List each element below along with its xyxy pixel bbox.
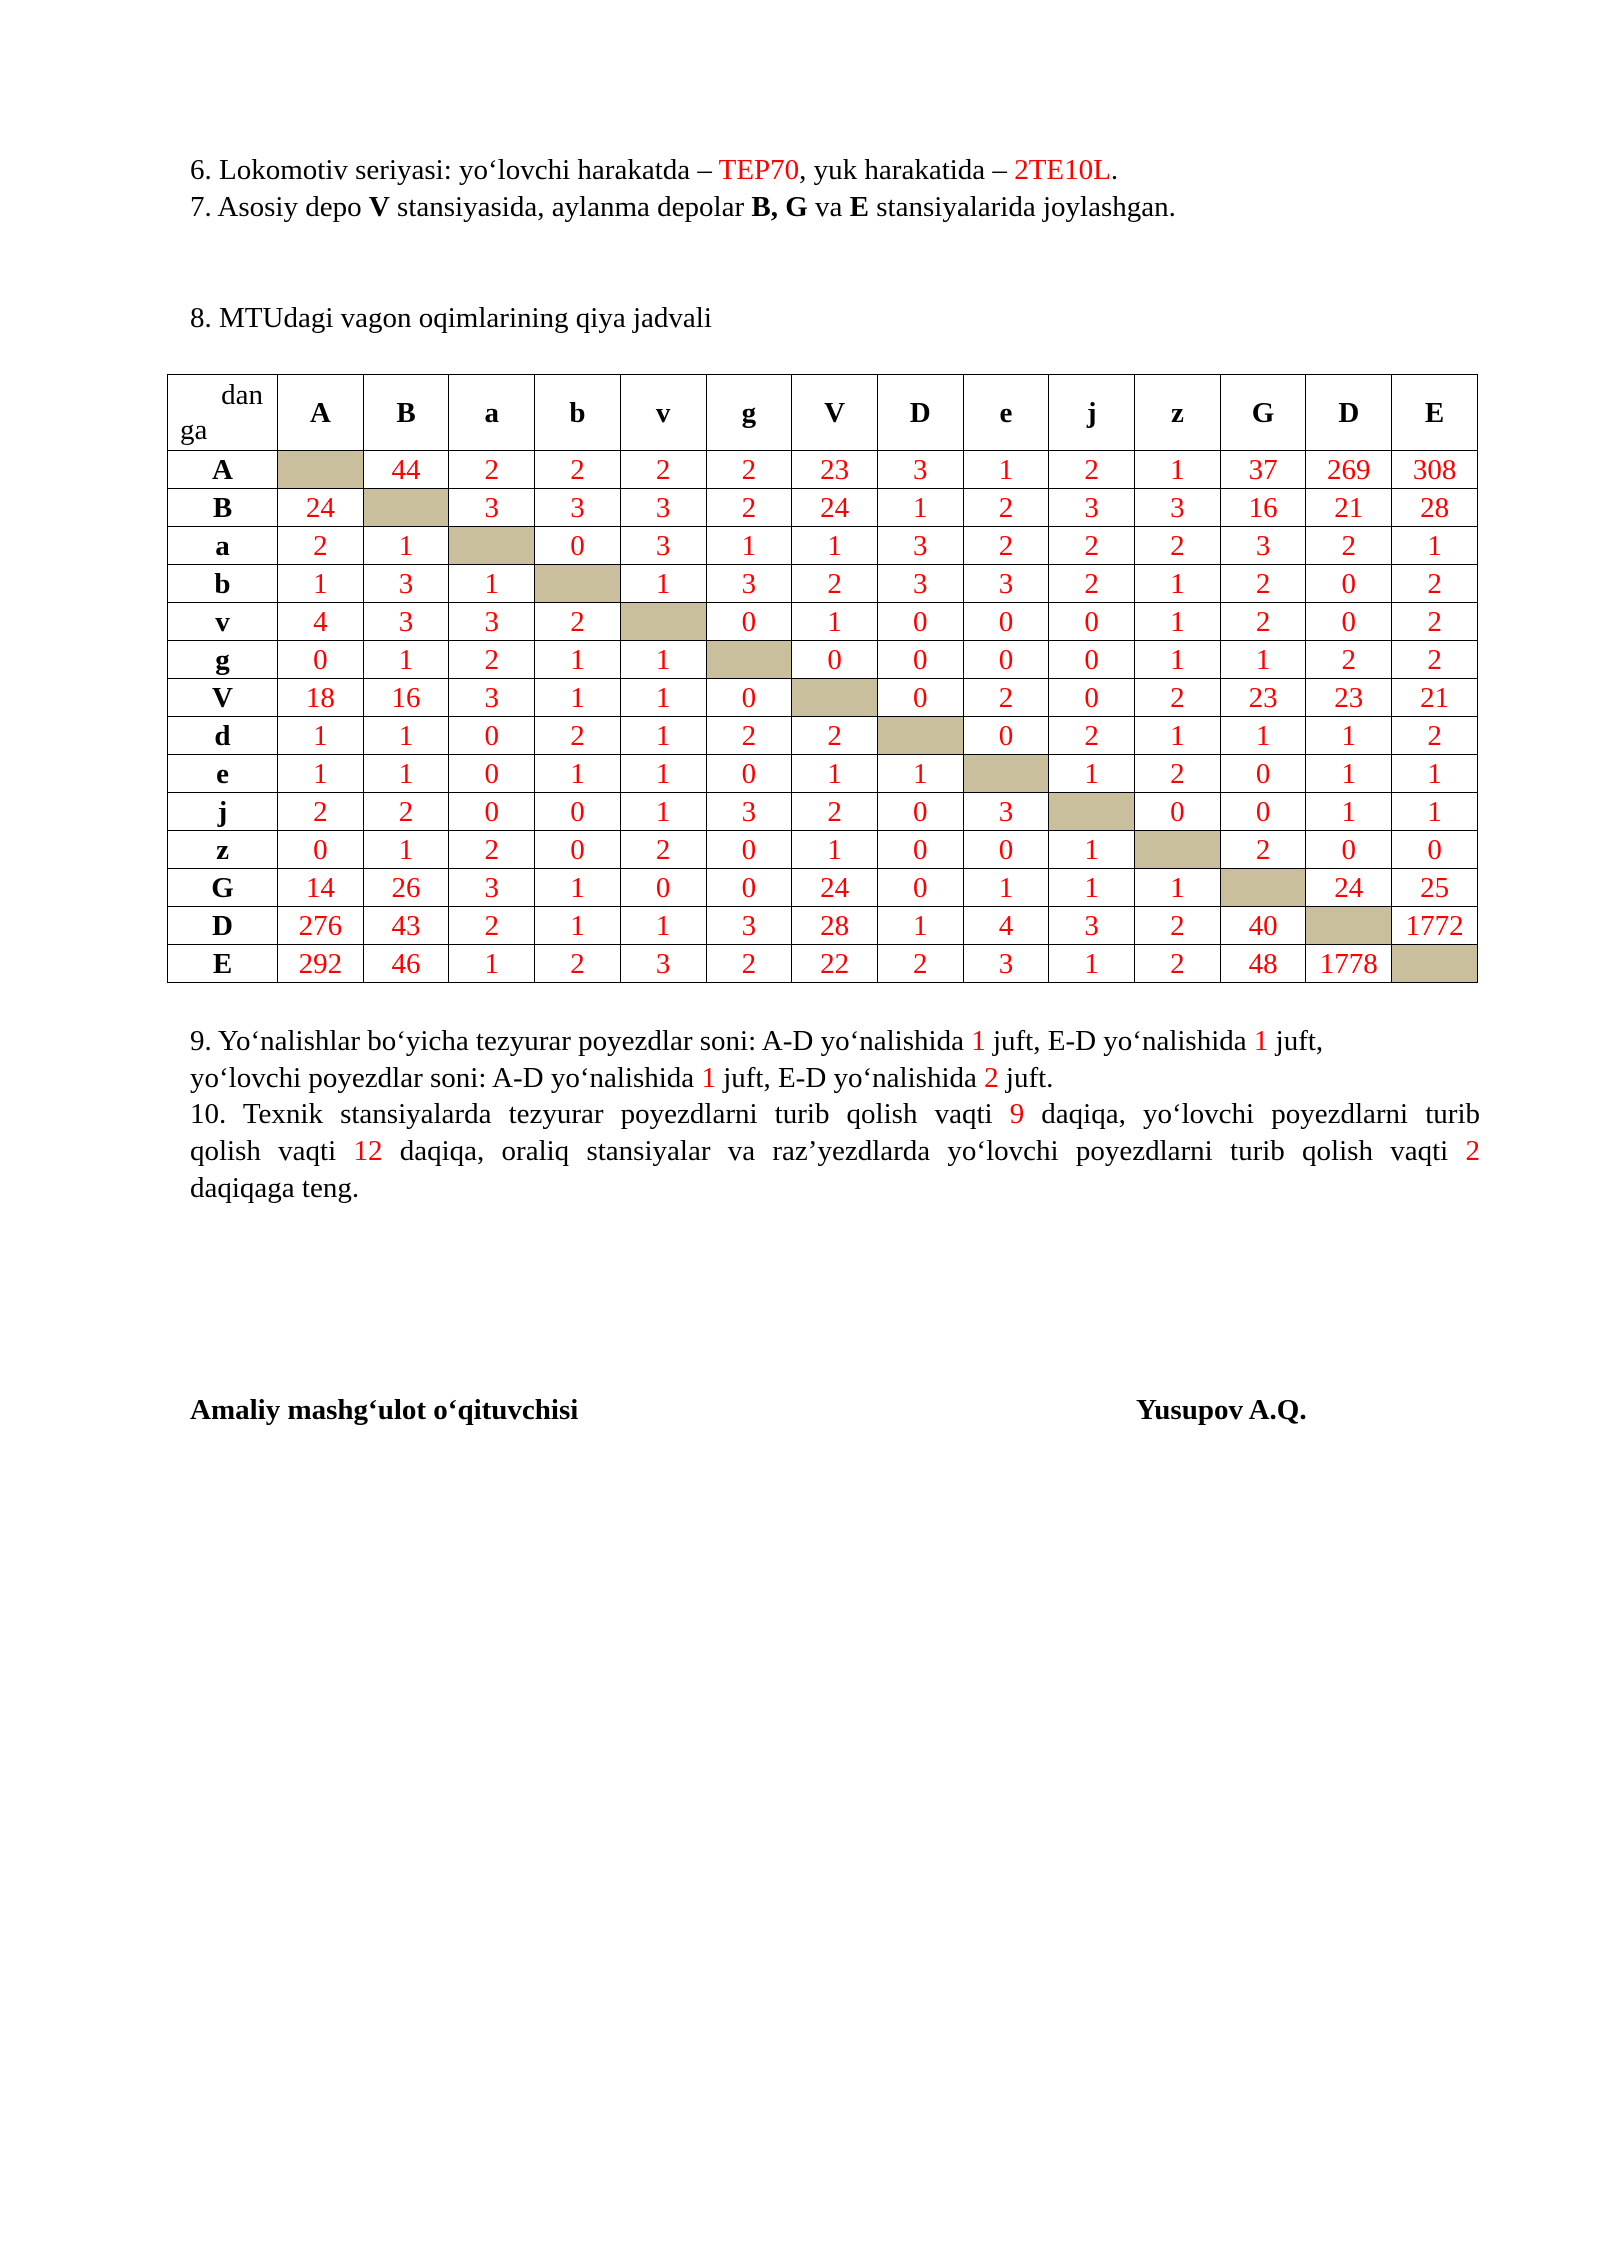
table-cell: 0 (1049, 603, 1135, 641)
p9-text-1: 9. Yo‘nalishlar bo‘yicha tezyurar poyezdlar soni: A-D yo‘nalishida (190, 1025, 972, 1057)
row-header: D (168, 907, 278, 945)
table-cell: 3 (963, 945, 1049, 983)
diagonal-cell (535, 565, 621, 603)
p7-text-1: 7. Asosiy depo (190, 191, 369, 223)
column-header: D (877, 375, 963, 451)
table-cell: 23 (1220, 679, 1306, 717)
table-cell: 0 (1049, 679, 1135, 717)
table-cell: 43 (363, 907, 449, 945)
table-cell: 1 (877, 755, 963, 793)
table-cell: 0 (620, 869, 706, 907)
row-header: e (168, 755, 278, 793)
column-header: B (363, 375, 449, 451)
table-row (168, 869, 1478, 907)
table-cell: 2 (1135, 755, 1221, 793)
table-cell: 1 (1135, 717, 1221, 755)
wagon-flow-table (167, 374, 1478, 983)
table-cell: 3 (363, 565, 449, 603)
table-cell: 23 (1306, 679, 1392, 717)
table-cell: 2 (1392, 565, 1478, 603)
table-cell: 3 (363, 603, 449, 641)
diagonal-cell (877, 717, 963, 755)
table-cell: 1 (792, 755, 878, 793)
table-cell: 0 (449, 717, 535, 755)
table-cell: 0 (877, 869, 963, 907)
table-cell: 2 (706, 451, 792, 489)
table-cell: 24 (1306, 869, 1392, 907)
table-row (168, 527, 1478, 565)
table-cell: 16 (363, 679, 449, 717)
table-cell: 0 (535, 831, 621, 869)
table-cell: 1 (449, 565, 535, 603)
table-cell: 2 (278, 527, 364, 565)
diagonal-cell (449, 527, 535, 565)
table-cell: 1 (278, 717, 364, 755)
table-cell: 3 (963, 793, 1049, 831)
table-cell: 0 (706, 755, 792, 793)
row-header: g (168, 641, 278, 679)
signature-role: Amaliy mashg‘ulot o‘qituvchisi (190, 1394, 579, 1426)
table-cell: 2 (706, 489, 792, 527)
table-cell: 0 (535, 527, 621, 565)
table-cell: 1 (363, 831, 449, 869)
table-cell: 1 (1135, 565, 1221, 603)
table-cell: 1 (1049, 831, 1135, 869)
table-cell: 0 (792, 641, 878, 679)
table-cell: 40 (1220, 907, 1306, 945)
table-cell: 2 (963, 489, 1049, 527)
table-cell: 0 (877, 831, 963, 869)
p7-text-4: stansiyalarida joylashgan. (869, 191, 1176, 223)
table-cell: 2 (963, 527, 1049, 565)
table-row (168, 603, 1478, 641)
column-header: j (1049, 375, 1135, 451)
table-cell: 2 (535, 603, 621, 641)
table-cell: 1 (620, 717, 706, 755)
table-cell: 3 (706, 907, 792, 945)
table-cell: 2 (1049, 717, 1135, 755)
column-header: z (1135, 375, 1221, 451)
table-cell: 0 (706, 679, 792, 717)
table-cell: 24 (792, 869, 878, 907)
table-cell: 2 (1135, 907, 1221, 945)
table-cell: 1 (620, 565, 706, 603)
table-cell: 1 (1135, 869, 1221, 907)
table-cell: 3 (877, 451, 963, 489)
table-cell: 1 (1220, 641, 1306, 679)
table-cell: 3 (620, 945, 706, 983)
table-cell: 1772 (1392, 907, 1478, 945)
row-header: d (168, 717, 278, 755)
table-cell: 2 (535, 945, 621, 983)
table-cell: 3 (535, 489, 621, 527)
table-cell: 1 (620, 755, 706, 793)
table-cell: 2 (449, 641, 535, 679)
table-cell: 1 (363, 717, 449, 755)
table-cell: 1 (620, 679, 706, 717)
row-header: G (168, 869, 278, 907)
table-cell: 1 (535, 869, 621, 907)
table-cell: 0 (1306, 565, 1392, 603)
table-cell: 0 (449, 755, 535, 793)
p10-text-4: daqiqa, oraliq stansiyalar va raz’yezdlarda yo‘lovchi poyezdlarni turib qolish vaqti (382, 1135, 1466, 1167)
table-cell: 2 (1306, 527, 1392, 565)
table-cell: 2 (449, 451, 535, 489)
row-header: E (168, 945, 278, 983)
table-row (168, 565, 1478, 603)
table-cell: 0 (963, 717, 1049, 755)
table-cell: 1 (706, 527, 792, 565)
table-cell: 308 (1392, 451, 1478, 489)
express-ad-pairs: 1 (971, 1025, 986, 1057)
column-header: g (706, 375, 792, 451)
table-cell: 2 (1220, 603, 1306, 641)
table-cell: 2 (535, 451, 621, 489)
passenger-locomotive: TEP70 (718, 154, 800, 186)
table-cell: 28 (792, 907, 878, 945)
table-cell: 1 (1392, 755, 1478, 793)
diagonal-cell (1306, 907, 1392, 945)
table-cell: 1 (963, 869, 1049, 907)
column-header: v (620, 375, 706, 451)
table-cell: 2 (1049, 527, 1135, 565)
table-cell: 3 (449, 603, 535, 641)
table-cell: 3 (449, 489, 535, 527)
table-cell: 1 (620, 907, 706, 945)
table-cell: 3 (1049, 907, 1135, 945)
table-cell: 269 (1306, 451, 1392, 489)
express-ed-pairs: 1 (1253, 1025, 1269, 1057)
p7-text-3: va (807, 191, 850, 223)
table-cell: 4 (963, 907, 1049, 945)
table-cell: 1 (1049, 945, 1135, 983)
table-cell: 3 (877, 565, 963, 603)
table-row (168, 489, 1478, 527)
table-cell: 2 (1135, 527, 1221, 565)
table-cell: 1 (963, 451, 1049, 489)
table-cell: 1 (792, 603, 878, 641)
p9-text-3: juft, (1268, 1025, 1324, 1057)
table-cell: 1 (363, 755, 449, 793)
table-cell: 2 (877, 945, 963, 983)
table-cell: 2 (1049, 565, 1135, 603)
table-cell: 1 (363, 641, 449, 679)
table-cell: 1 (535, 907, 621, 945)
table-row (168, 641, 1478, 679)
table-cell: 1 (1049, 869, 1135, 907)
p10-text-2: daqiqa, yo‘lovchi poyezdlarni turib (1024, 1098, 1480, 1130)
table-cell: 37 (1220, 451, 1306, 489)
table-row (168, 755, 1478, 793)
table-cell: 2 (1392, 603, 1478, 641)
table-cell: 0 (706, 831, 792, 869)
diagonal-cell (706, 641, 792, 679)
table-cell: 1 (620, 641, 706, 679)
table-cell: 44 (363, 451, 449, 489)
column-header: D (1306, 375, 1392, 451)
table-cell: 0 (963, 603, 1049, 641)
diagonal-cell (278, 451, 364, 489)
table-row (168, 945, 1478, 983)
signature-name: Yusupov A.Q. (1136, 1394, 1307, 1426)
table-cell: 0 (535, 793, 621, 831)
table-cell: 3 (620, 489, 706, 527)
table-cell: 1 (1392, 527, 1478, 565)
table-row (168, 717, 1478, 755)
table-cell: 1 (877, 489, 963, 527)
table-header-row (168, 375, 1478, 451)
table-row (168, 907, 1478, 945)
p9-text-2: juft, E-D yo‘nalishida (985, 1025, 1254, 1057)
turnaround-depot-station-e: E (849, 191, 870, 223)
table-cell: 0 (449, 793, 535, 831)
p6-text: 6. Lokomotiv seriyasi: yo‘lovchi harakatda – (190, 154, 719, 186)
table-cell: 3 (877, 527, 963, 565)
table-cell: 0 (278, 831, 364, 869)
diagonal-cell (1220, 869, 1306, 907)
table-cell: 16 (1220, 489, 1306, 527)
table-cell: 0 (963, 831, 1049, 869)
paragraph-6 (190, 152, 1480, 189)
table-cell: 3 (706, 565, 792, 603)
p9-text-6: juft. (998, 1062, 1054, 1094)
table-cell: 3 (1135, 489, 1221, 527)
table-cell: 2 (363, 793, 449, 831)
table-cell: 24 (278, 489, 364, 527)
p6-suffix: . (1110, 154, 1119, 186)
paragraph-9 (190, 1023, 1480, 1097)
table-cell: 0 (1392, 831, 1478, 869)
table-cell: 2 (1135, 945, 1221, 983)
table-cell: 2 (706, 945, 792, 983)
table-cell: 0 (877, 603, 963, 641)
table-cell: 1 (792, 527, 878, 565)
diagonal-cell (620, 603, 706, 641)
table-cell: 1 (1306, 755, 1392, 793)
table-cell: 1 (535, 641, 621, 679)
table-cell: 3 (449, 869, 535, 907)
table-cell: 0 (1220, 793, 1306, 831)
express-dwell-time: 9 (1009, 1098, 1025, 1130)
table-cell: 2 (1220, 565, 1306, 603)
table-cell: 2 (706, 717, 792, 755)
row-header: z (168, 831, 278, 869)
table-cell: 1 (1135, 603, 1221, 641)
table-cell: 1 (620, 793, 706, 831)
table-cell: 0 (877, 679, 963, 717)
table-cell: 0 (877, 641, 963, 679)
table-cell: 3 (706, 793, 792, 831)
column-header: A (278, 375, 364, 451)
table-cell: 46 (363, 945, 449, 983)
table-cell: 2 (1135, 679, 1221, 717)
column-header: e (963, 375, 1049, 451)
table-cell: 1 (363, 527, 449, 565)
table-cell: 2 (449, 831, 535, 869)
table-cell: 2 (792, 793, 878, 831)
table-cell: 2 (1392, 641, 1478, 679)
table-row (168, 831, 1478, 869)
table-cell: 1 (1135, 451, 1221, 489)
table-cell: 2 (535, 717, 621, 755)
table-cell: 1 (1049, 755, 1135, 793)
table-cell: 2 (792, 565, 878, 603)
table-cell: 2 (1220, 831, 1306, 869)
table-cell: 25 (1392, 869, 1478, 907)
table-cell: 3 (1220, 527, 1306, 565)
diagonal-cell (963, 755, 1049, 793)
column-header: b (535, 375, 621, 451)
passenger-dwell-time: 12 (353, 1135, 383, 1167)
table-cell: 1 (1306, 717, 1392, 755)
table-cell: 0 (1049, 641, 1135, 679)
table-cell: 2 (278, 793, 364, 831)
column-header: E (1392, 375, 1478, 451)
diagonal-cell (792, 679, 878, 717)
table-cell: 0 (278, 641, 364, 679)
p9-text-5: juft, E-D yo‘nalishida (715, 1062, 985, 1094)
table-cell: 1 (1135, 641, 1221, 679)
table-corner-cell (168, 375, 278, 451)
table-cell: 21 (1392, 679, 1478, 717)
p10-text-3: qolish vaqti (190, 1135, 354, 1167)
corner-from-label: dan (221, 379, 263, 411)
column-header: G (1220, 375, 1306, 451)
row-header: B (168, 489, 278, 527)
row-header: A (168, 451, 278, 489)
table-cell: 2 (963, 679, 1049, 717)
table-cell: 1 (1306, 793, 1392, 831)
table-cell: 2 (1306, 641, 1392, 679)
table-cell: 26 (363, 869, 449, 907)
row-header: a (168, 527, 278, 565)
table-cell: 4 (278, 603, 364, 641)
table-cell: 22 (792, 945, 878, 983)
row-header: V (168, 679, 278, 717)
passenger-ed-pairs: 2 (984, 1062, 999, 1094)
p10-text-1: 10. Texnik stansiyalarda tezyurar poyezdlarni turib qolish vaqti (190, 1098, 1010, 1130)
table-row (168, 679, 1478, 717)
table-cell: 18 (278, 679, 364, 717)
table-cell: 3 (1049, 489, 1135, 527)
column-header: V (792, 375, 878, 451)
table-cell: 0 (1306, 603, 1392, 641)
table-cell: 0 (706, 869, 792, 907)
table-cell: 48 (1220, 945, 1306, 983)
table-cell: 292 (278, 945, 364, 983)
column-header: a (449, 375, 535, 451)
table-cell: 3 (620, 527, 706, 565)
table-cell: 0 (1306, 831, 1392, 869)
corner-to-label: ga (180, 414, 208, 446)
table-cell: 21 (1306, 489, 1392, 527)
table-cell: 2 (792, 717, 878, 755)
table-cell: 0 (1135, 793, 1221, 831)
diagonal-cell (1135, 831, 1221, 869)
table-cell: 28 (1392, 489, 1478, 527)
table-cell: 24 (792, 489, 878, 527)
p7-text-2: stansiyasida, aylanma depolar (389, 191, 752, 223)
table-cell: 3 (449, 679, 535, 717)
table-cell: 1778 (1306, 945, 1392, 983)
turnaround-depot-stations: B, G (751, 191, 808, 223)
table-cell: 2 (1049, 451, 1135, 489)
table-cell: 1 (278, 565, 364, 603)
table-cell: 276 (278, 907, 364, 945)
row-header: j (168, 793, 278, 831)
p10-text-5: daqiqaga teng. (190, 1172, 360, 1204)
diagonal-cell (363, 489, 449, 527)
table-cell: 0 (963, 641, 1049, 679)
table-row (168, 451, 1478, 489)
table-cell: 3 (963, 565, 1049, 603)
table-cell: 1 (792, 831, 878, 869)
table-cell: 1 (278, 755, 364, 793)
table-cell: 0 (877, 793, 963, 831)
table-cell: 1 (1392, 793, 1478, 831)
paragraph-10 (190, 1096, 1480, 1207)
p6-text-middle: , yuk harakatida – (799, 154, 1015, 186)
row-header: v (168, 603, 278, 641)
table-cell: 0 (706, 603, 792, 641)
table-body (168, 451, 1478, 983)
diagonal-cell (1049, 793, 1135, 831)
p9-text-4: yo‘lovchi poyezdlar soni: A-D yo‘nalishida (190, 1062, 702, 1094)
table-cell: 1 (535, 755, 621, 793)
passenger-ad-pairs: 1 (701, 1062, 716, 1094)
table-cell: 1 (877, 907, 963, 945)
paragraph-7 (190, 189, 1480, 226)
table-cell: 14 (278, 869, 364, 907)
table-cell: 1 (535, 679, 621, 717)
table-cell: 1 (1220, 717, 1306, 755)
table-cell: 2 (620, 451, 706, 489)
table-cell: 0 (1220, 755, 1306, 793)
freight-locomotive: 2TE10L (1014, 154, 1111, 186)
main-depot-station: V (368, 191, 390, 223)
table-cell: 2 (449, 907, 535, 945)
intermediate-dwell-time: 2 (1465, 1135, 1480, 1167)
table-cell: 2 (620, 831, 706, 869)
table-cell: 1 (449, 945, 535, 983)
paragraph-8-table-title: 8. MTUdagi vagon oqimlarining qiya jadvali (190, 302, 712, 334)
row-header: b (168, 565, 278, 603)
table-cell: 2 (1392, 717, 1478, 755)
table-cell: 23 (792, 451, 878, 489)
table-row (168, 793, 1478, 831)
diagonal-cell (1392, 945, 1478, 983)
